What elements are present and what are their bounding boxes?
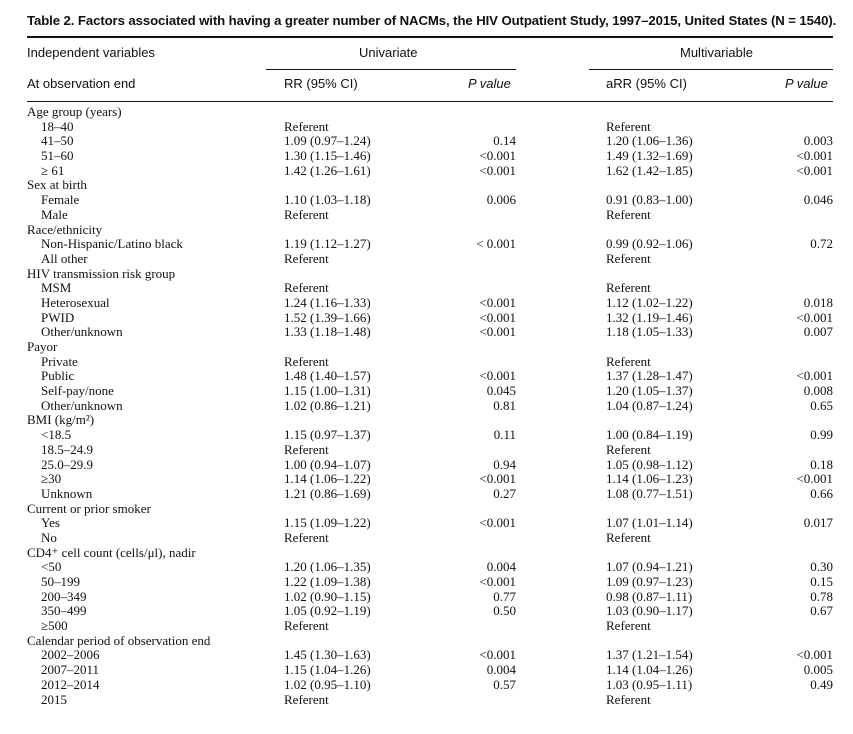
row-label: Non-Hispanic/Latino black [41, 236, 183, 252]
rr-cell: 1.42 (1.26–1.61) [284, 162, 371, 178]
p-value-univariate-cell: <0.001 [479, 515, 516, 531]
p-value-multivariable-cell: 0.65 [810, 397, 833, 413]
table-row [0, 575, 853, 590]
rr-cell: Referent [284, 618, 329, 634]
row-label: Other/unknown [41, 397, 123, 413]
table-row [0, 428, 853, 443]
row-label: Sex at birth [27, 177, 87, 193]
row-label: <18.5 [41, 427, 72, 443]
table-row [0, 164, 853, 179]
table-row [0, 281, 853, 296]
arr-cell: 1.18 (1.05–1.33) [606, 324, 693, 340]
table-body [0, 105, 853, 707]
row-label: HIV transmission risk group [27, 265, 176, 281]
p-value-multivariable-cell: 0.66 [810, 485, 833, 501]
p-value-multivariable-cell: 0.49 [810, 676, 833, 692]
row-label: BMI (kg/m²) [27, 412, 95, 428]
arr-cell: 1.05 (0.98–1.12) [606, 456, 693, 472]
table-row [0, 678, 853, 693]
arr-cell: 1.08 (0.77–1.51) [606, 485, 693, 501]
univariate-rule [266, 69, 516, 70]
group-row [0, 413, 853, 428]
table-row [0, 208, 853, 223]
arr-cell: 1.14 (1.04–1.26) [606, 662, 693, 678]
rr-cell: 1.52 (1.39–1.66) [284, 309, 371, 325]
rr-cell: 1.24 (1.16–1.33) [284, 294, 371, 310]
p-value-univariate-cell: 0.14 [493, 133, 516, 149]
p-value-multivariable-cell: 0.046 [803, 192, 833, 208]
arr-cell: 1.14 (1.06–1.23) [606, 471, 693, 487]
table-row [0, 355, 853, 370]
p-value-univariate-cell: <0.001 [479, 574, 516, 589]
table-row [0, 693, 853, 708]
arr-cell: 1.20 (1.05–1.37) [606, 383, 693, 399]
rr-cell: Referent [284, 691, 329, 707]
p-value-multivariable-cell: 0.72 [810, 236, 833, 252]
row-label: Heterosexual [41, 294, 110, 310]
p-value-univariate-cell: <0.001 [479, 368, 516, 384]
row-label: Unknown [41, 485, 93, 501]
p-value-multivariable-cell: 0.30 [810, 559, 833, 575]
p-value-univariate-cell: <0.001 [479, 471, 516, 487]
rr-cell: Referent [284, 441, 329, 457]
p-value-univariate-cell: 0.27 [493, 485, 516, 501]
table-row [0, 296, 853, 311]
group-row [0, 267, 853, 282]
table-row [0, 648, 853, 663]
header-multivariable: Multivariable [680, 45, 753, 60]
rr-cell: 1.48 (1.40–1.57) [284, 368, 371, 384]
rr-cell: Referent [284, 280, 329, 296]
arr-cell: 1.49 (1.32–1.69) [606, 148, 693, 164]
p-value-multivariable-cell: 0.15 [810, 574, 833, 589]
p-value-multivariable-cell: 0.007 [803, 324, 833, 340]
rr-cell: 1.14 (1.06–1.22) [284, 471, 371, 487]
table-row [0, 237, 853, 252]
rr-cell: 1.15 (1.09–1.22) [284, 515, 371, 531]
arr-cell: 1.32 (1.19–1.46) [606, 309, 693, 325]
arr-cell: 1.07 (0.94–1.21) [606, 559, 693, 575]
arr-cell: 1.37 (1.28–1.47) [606, 368, 693, 384]
arr-cell: Referent [606, 280, 651, 296]
row-label: 2015 [41, 691, 67, 707]
arr-cell: 1.00 (0.84–1.19) [606, 427, 693, 443]
p-value-univariate-cell: <0.001 [479, 294, 516, 310]
rr-cell: Referent [284, 118, 329, 134]
p-value-multivariable-cell: <0.001 [796, 148, 833, 164]
row-label: ≥ 61 [41, 162, 65, 178]
group-row [0, 105, 853, 120]
row-label: Public [41, 368, 75, 384]
rr-cell: Referent [284, 529, 329, 545]
p-value-multivariable-cell: 0.18 [810, 456, 833, 472]
arr-cell: 1.37 (1.21–1.54) [606, 647, 693, 663]
row-label: CD4⁺ cell count (cells/μl), nadir [27, 544, 196, 560]
row-label: Age group (years) [27, 104, 122, 119]
arr-cell: 1.04 (0.87–1.24) [606, 397, 693, 413]
p-value-univariate-cell: < 0.001 [476, 236, 516, 252]
arr-cell: 1.03 (0.95–1.11) [606, 676, 693, 692]
table-row [0, 516, 853, 531]
arr-cell: 1.03 (0.90–1.17) [606, 603, 693, 619]
arr-cell: 0.99 (0.92–1.06) [606, 236, 693, 252]
row-label: 2007–2011 [41, 662, 100, 678]
p-value-univariate-cell: 0.004 [486, 662, 516, 678]
arr-cell: Referent [606, 206, 651, 222]
arr-cell: 0.91 (0.83–1.00) [606, 192, 693, 208]
row-label: ≥30 [41, 471, 62, 487]
p-value-multivariable-cell: <0.001 [796, 162, 833, 178]
multivariable-rule [589, 69, 833, 70]
arr-cell: Referent [606, 529, 651, 545]
header-p-value-univariate: P value [468, 76, 511, 91]
p-value-multivariable-cell: <0.001 [796, 368, 833, 384]
group-row [0, 178, 853, 193]
arr-cell: 1.20 (1.06–1.36) [606, 133, 693, 149]
header-rr-ci: RR (95% CI) [284, 76, 358, 91]
p-value-univariate-cell: <0.001 [479, 148, 516, 164]
row-label: <50 [41, 559, 62, 575]
header-rule [27, 101, 833, 102]
rr-cell: 1.30 (1.15–1.46) [284, 148, 371, 164]
arr-cell: Referent [606, 691, 651, 707]
table-row [0, 663, 853, 678]
p-value-univariate-cell: <0.001 [479, 324, 516, 340]
row-label: 50–199 [41, 574, 80, 589]
p-value-multivariable-cell: 0.78 [810, 588, 833, 604]
p-value-multivariable-cell: 0.003 [803, 133, 833, 149]
row-label: Other/unknown [41, 324, 123, 340]
p-value-multivariable-cell: 0.017 [803, 515, 833, 531]
group-row [0, 546, 853, 561]
arr-cell: 1.07 (1.01–1.14) [606, 515, 693, 531]
p-value-multivariable-cell: 0.67 [810, 603, 833, 619]
row-label: 350–499 [41, 603, 87, 619]
row-label: All other [41, 250, 88, 266]
header-at-observation-end: At observation end [27, 76, 136, 91]
p-value-univariate-cell: 0.006 [486, 192, 516, 208]
arr-cell: Referent [606, 441, 651, 457]
row-label: 2012–2014 [41, 676, 100, 692]
table-row [0, 487, 853, 502]
p-value-univariate-cell: 0.045 [486, 383, 516, 399]
arr-cell: 1.09 (0.97–1.23) [606, 574, 693, 589]
arr-cell: Referent [606, 353, 651, 369]
table-row [0, 120, 853, 135]
p-value-multivariable-cell: 0.008 [803, 383, 833, 399]
row-label: 18–40 [41, 118, 74, 134]
row-label: Self-pay/none [41, 383, 114, 399]
table-row [0, 560, 853, 575]
group-row [0, 340, 853, 355]
rr-cell: 1.15 (1.04–1.26) [284, 662, 371, 678]
table-row [0, 604, 853, 619]
row-label: 18.5–24.9 [41, 441, 93, 457]
rr-cell: 1.02 (0.90–1.15) [284, 588, 371, 604]
rr-cell: Referent [284, 250, 329, 266]
p-value-multivariable-cell: <0.001 [796, 471, 833, 487]
row-label: 2002–2006 [41, 647, 100, 663]
row-label: 41–50 [41, 133, 74, 149]
arr-cell: Referent [606, 118, 651, 134]
p-value-multivariable-cell: 0.018 [803, 294, 833, 310]
table-row [0, 149, 853, 164]
p-value-multivariable-cell: 0.99 [810, 427, 833, 443]
p-value-multivariable-cell: 0.005 [803, 662, 833, 678]
row-label: Yes [41, 515, 60, 531]
table-row [0, 369, 853, 384]
row-label: 200–349 [41, 588, 87, 604]
header-arr-ci: aRR (95% CI) [606, 76, 687, 91]
row-label: PWID [41, 309, 75, 325]
p-value-univariate-cell: 0.57 [493, 676, 516, 692]
table-row [0, 325, 853, 340]
p-value-univariate-cell: 0.81 [493, 397, 516, 413]
arr-cell: Referent [606, 250, 651, 266]
table-row [0, 531, 853, 546]
table-row [0, 384, 853, 399]
p-value-univariate-cell: 0.11 [493, 427, 516, 443]
table-row [0, 252, 853, 267]
header-p-value-multivariable: P value [785, 76, 828, 91]
header-independent-variables: Independent variables [27, 45, 155, 60]
row-label: Male [41, 206, 68, 222]
rr-cell: Referent [284, 206, 329, 222]
arr-cell: 1.12 (1.02–1.22) [606, 294, 693, 310]
group-row [0, 502, 853, 517]
row-label: Female [41, 192, 80, 208]
rr-cell: 1.09 (0.97–1.24) [284, 133, 371, 149]
row-label: MSM [41, 280, 72, 296]
row-label: Private [41, 353, 78, 369]
p-value-multivariable-cell: <0.001 [796, 647, 833, 663]
table-row [0, 619, 853, 634]
table-row [0, 311, 853, 326]
row-label: Race/ethnicity [27, 221, 103, 237]
rr-cell: 1.15 (1.00–1.31) [284, 383, 371, 399]
rr-cell: 1.10 (1.03–1.18) [284, 192, 371, 208]
p-value-univariate-cell: <0.001 [479, 162, 516, 178]
arr-cell: Referent [606, 618, 651, 634]
p-value-multivariable-cell: <0.001 [796, 309, 833, 325]
group-row [0, 223, 853, 238]
row-label: ≥500 [41, 618, 68, 634]
table-row [0, 472, 853, 487]
arr-cell: 0.98 (0.87–1.11) [606, 588, 693, 604]
rr-cell: 1.22 (1.09–1.38) [284, 574, 371, 589]
p-value-univariate-cell: 0.004 [486, 559, 516, 575]
rr-cell: 1.00 (0.94–1.07) [284, 456, 371, 472]
row-label: 51–60 [41, 148, 74, 164]
rr-cell: 1.19 (1.12–1.27) [284, 236, 371, 252]
table-row [0, 193, 853, 208]
p-value-univariate-cell: <0.001 [479, 309, 516, 325]
row-label: 25.0–29.9 [41, 456, 93, 472]
rr-cell: 1.20 (1.06–1.35) [284, 559, 371, 575]
p-value-univariate-cell: 0.77 [493, 588, 516, 604]
rr-cell: 1.45 (1.30–1.63) [284, 647, 371, 663]
row-label: Calendar period of observation end [27, 632, 211, 648]
p-value-univariate-cell: 0.50 [493, 603, 516, 619]
row-label: Payor [27, 339, 58, 354]
rr-cell: 1.21 (0.86–1.69) [284, 485, 371, 501]
rr-cell: 1.05 (0.92–1.19) [284, 603, 371, 619]
rr-cell: 1.15 (0.97–1.37) [284, 427, 371, 443]
table-row [0, 399, 853, 414]
row-label: No [41, 529, 57, 545]
group-row [0, 634, 853, 649]
table-row [0, 443, 853, 458]
rr-cell: Referent [284, 353, 329, 369]
rr-cell: 1.02 (0.95–1.10) [284, 676, 371, 692]
table-row [0, 134, 853, 149]
top-rule [27, 36, 833, 38]
table-row [0, 590, 853, 605]
row-label: Current or prior smoker [27, 500, 151, 516]
p-value-univariate-cell: <0.001 [479, 647, 516, 663]
rr-cell: 1.33 (1.18–1.48) [284, 324, 371, 340]
header-univariate: Univariate [359, 45, 418, 60]
table-caption: Table 2. Factors associated with having a greater number of NACMs, the HIV Outpatient Study, 1997–2015, United States (N = 1540). [27, 13, 837, 28]
rr-cell: 1.02 (0.86–1.21) [284, 397, 371, 413]
p-value-univariate-cell: 0.94 [493, 456, 516, 472]
table-row [0, 458, 853, 473]
arr-cell: 1.62 (1.42–1.85) [606, 162, 693, 178]
